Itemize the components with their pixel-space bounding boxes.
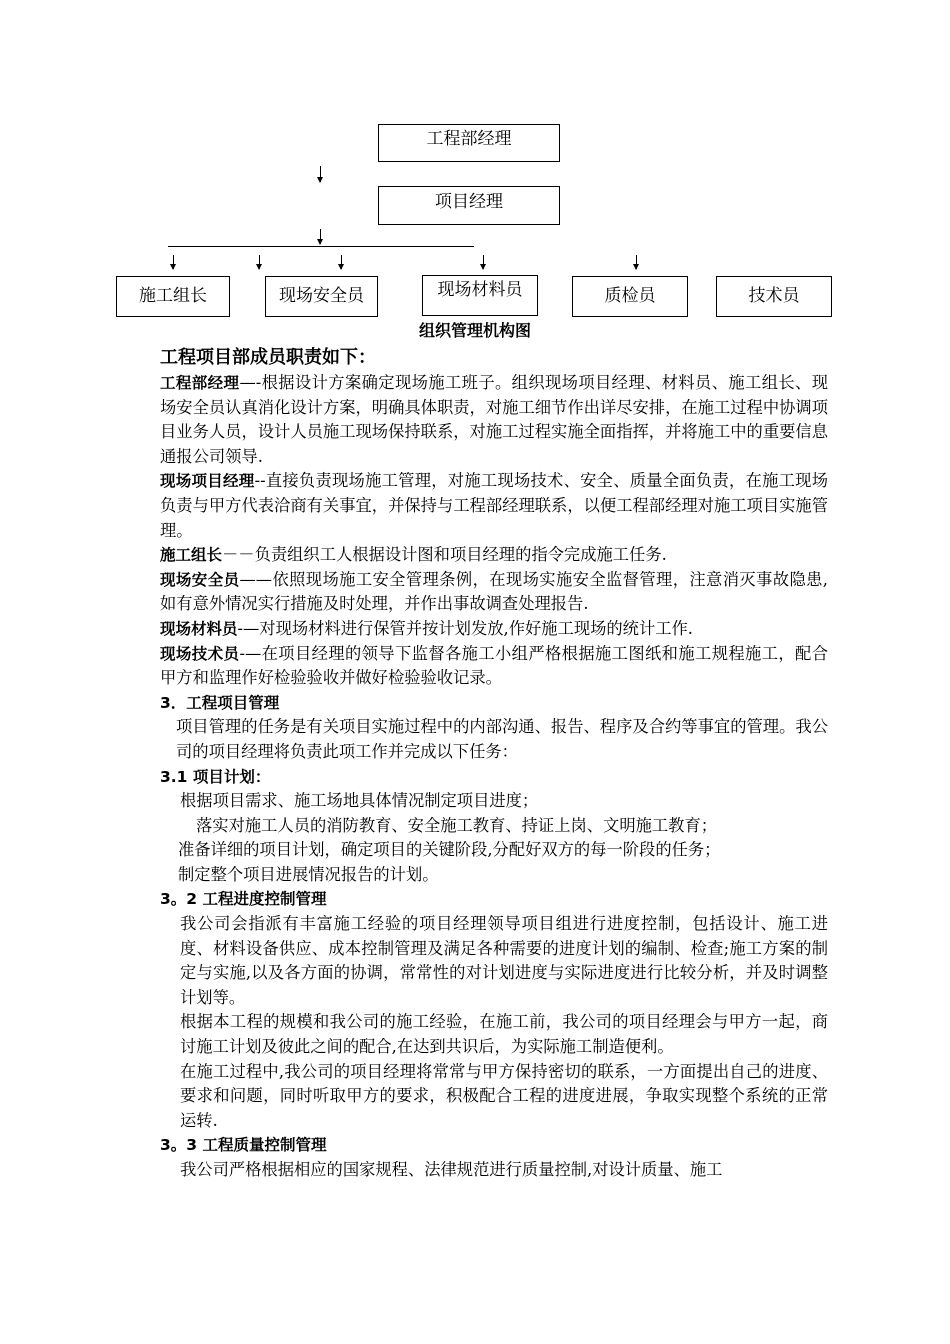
org-box-role-5 (716, 276, 832, 317)
duties-heading: 工程项目部成员职责如下： (160, 347, 376, 368)
duty-role: 工程部经理 (160, 374, 240, 392)
duty-paragraph (160, 568, 828, 617)
arrow-role-3 (483, 255, 484, 269)
duty-text: －－负责组织工人根据设计图和项目经理的指令完成施工任务. (222, 545, 667, 565)
progress-paragraph: 根据本工程的规模和我公司的施工经验，在施工前，我公司的项目经理会与甲方一起，商讨施工计划及彼此之间的配合,在达到共识后，为实际施工制造便利。 (180, 1012, 828, 1057)
duty-role: 施工组长 (160, 546, 223, 565)
org-box-dept-manager (378, 124, 560, 162)
progress-paragraph: 我公司会指派有丰富施工经验的项目经理领导项目组进行进度控制，包括设计、施工进度、材料设备供应、成本控制管理及满足各种需要的进度计划的编制、检查;施工方案的制定与实施,以及各方面的协调，常常性的对计划进度与实际进度进行比较分析，并及时调整计划等。 (180, 914, 828, 1007)
arrow-middle-to-bus (320, 229, 321, 244)
duty-paragraph (160, 617, 828, 642)
duty-paragraph (160, 371, 828, 469)
duty-role: 现场安全员 (160, 570, 240, 589)
section-3-title: 3．工程项目管理 (160, 693, 280, 712)
org-chart-caption: 组织管理机构图 (418, 321, 531, 340)
org-box-role-2 (265, 276, 378, 317)
org-box-role-3 (422, 275, 538, 316)
org-box-role-4 (572, 276, 688, 317)
arrow-role-4 (636, 255, 637, 269)
arrow-role-2b (341, 255, 342, 269)
plan-item: 准备详细的项目计划，确定项目的关键阶段,分配好双方的每一阶段的任务； (178, 840, 721, 860)
org-horizontal-bus (168, 246, 474, 247)
section-3-intro: 项目管理的任务是有关项目实施过程中的内部沟通、报告、程序及合约等事宜的管理。我公司的项目经理将负责此项工作并完成以下任务： (176, 717, 828, 761)
duty-text: -—对现场材料进行保管并按计划发放,作好施工现场的统计工作. (237, 618, 693, 638)
org-box-project-manager (378, 186, 560, 225)
section-3-2-title: 3。2 工程进度控制管理 (160, 890, 327, 909)
duty-role: 现场技术员 (160, 644, 240, 663)
section-3-3-title: 3。3 工程质量控制管理 (160, 1136, 327, 1155)
duty-paragraph (160, 469, 828, 543)
org-label-project-manager: 项目经理 (435, 192, 503, 212)
duty-paragraph (160, 543, 828, 568)
org-label-role-1: 施工组长 (139, 286, 207, 306)
duty-text: -—在项目经理的领导下监督各施工小组严格根据施工图纸和施工规程施工，配合甲方和监理作好检验验收并做好检验验收记录。 (160, 643, 828, 688)
document-body (160, 345, 828, 1183)
org-label-role-3: 现场材料员 (437, 280, 523, 300)
duty-role: 现场项目经理 (160, 472, 255, 491)
duty-paragraph (160, 642, 828, 691)
progress-paragraph: 在施工过程中,我公司的项目经理将常常与甲方保持密切的联系，一方面提出自己的进度、要求和问题，同时听取甲方的要求，积极配合工程的进度进展，争取实现整个系统的正常运转. (180, 1061, 828, 1130)
plan-item: 制定整个项目进展情况报告的计划。 (178, 864, 439, 884)
duty-role: 现场材料员 (160, 619, 238, 638)
org-label-role-2: 现场安全员 (279, 286, 364, 306)
arrow-top-to-middle (320, 166, 321, 182)
org-label-dept-manager: 工程部经理 (426, 129, 512, 149)
arrow-role-1 (173, 255, 174, 269)
duty-text: ——依照现场施工安全管理条例，在现场实施安全监督管理，注意消灭事故隐患,如有意外情况实行措施及时处理，并作出事故调查处理报告. (160, 569, 828, 614)
duty-text: —-根据设计方案确定现场施工班子。组织现场项目经理、材料员、施工组长、现场安全员认真消化设计方案，明确具体职责，对施工细节作出详尽安排，在施工过程中协调项目业务人员，设计人员施工现场保持联系，对施工过程实施全面指挥，并将施工中的重要信息通报公司领导. (160, 373, 828, 466)
plan-item: 根据项目需求、施工场地具体情况制定项目进度； (180, 791, 539, 811)
duty-text: --直接负责现场施工管理，对施工现场技术、安全、质量全面负责，在施工现场负责与甲方代表洽商有关事宜，并保持与工程部经理联系，以便工程部经理对施工项目实施管理。 (160, 471, 828, 540)
org-label-role-4: 质检员 (604, 286, 656, 306)
arrow-role-2a (259, 255, 260, 269)
section-3-1-title: 3.1 项目计划： (160, 767, 271, 786)
org-box-role-1 (116, 276, 230, 317)
plan-item: 落实对施工人员的消防教育、安全施工教育、持证上岗、文明施工教育； (196, 815, 718, 835)
quality-paragraph: 我公司严格根据相应的国家规程、法律规范进行质量控制,对设计质量、施工 (180, 1160, 723, 1179)
org-label-role-5: 技术员 (748, 286, 800, 306)
